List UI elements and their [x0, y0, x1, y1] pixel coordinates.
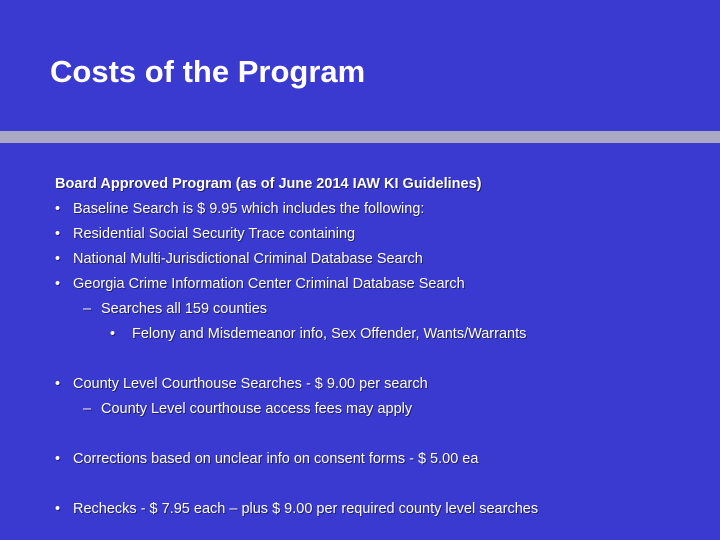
sub-list-item-text: County Level courthouse access fees may apply: [101, 401, 413, 417]
bullet-marker: •: [110, 326, 116, 342]
bullet-marker: •: [55, 226, 61, 242]
list-item-text: National Multi-Jurisdictional Criminal Database Search: [73, 251, 423, 267]
section-heading: Board Approved Program (as of June 2014 IAW KI Guidelines): [55, 176, 482, 192]
sub-list-item: [83, 300, 267, 318]
list-item-text: County Level Courthouse Searches - $ 9.00 per search: [73, 376, 428, 392]
sub-sub-list-item: [110, 325, 526, 343]
bullet-marker: •: [55, 451, 61, 467]
title-divider: [0, 131, 720, 143]
bullet-marker: •: [55, 201, 61, 217]
list-item: [55, 450, 478, 468]
list-item-text: Residential Social Security Trace containing: [73, 226, 356, 242]
list-item: [55, 275, 465, 293]
list-item-text: Georgia Crime Information Center Criminal Database Search: [73, 276, 465, 292]
slide-title: Costs of the Program: [50, 54, 366, 89]
dash-marker: –: [83, 401, 92, 417]
sub-list-item: [83, 400, 412, 418]
bullet-marker: •: [55, 251, 61, 267]
list-item-text: Baseline Search is $ 9.95 which includes the following:: [73, 201, 425, 217]
dash-marker: –: [83, 301, 92, 317]
list-item-text: Corrections based on unclear info on consent forms - $ 5.00 ea: [73, 451, 479, 467]
bullet-marker: •: [55, 276, 61, 292]
bullet-marker: •: [55, 501, 61, 517]
list-item: [55, 200, 424, 218]
list-item: [55, 500, 538, 518]
list-item-text: Rechecks - $ 7.95 each – plus $ 9.00 per required county level searches: [73, 501, 539, 517]
list-item: [55, 225, 355, 243]
sub-list-item-text: Searches all 159 counties: [101, 301, 268, 317]
sub-sub-list-item-text: Felony and Misdemeanor info, Sex Offender, Wants/Warrants: [132, 326, 527, 342]
list-item: [55, 250, 423, 268]
list-item: [55, 375, 428, 393]
bullet-marker: •: [55, 376, 61, 392]
